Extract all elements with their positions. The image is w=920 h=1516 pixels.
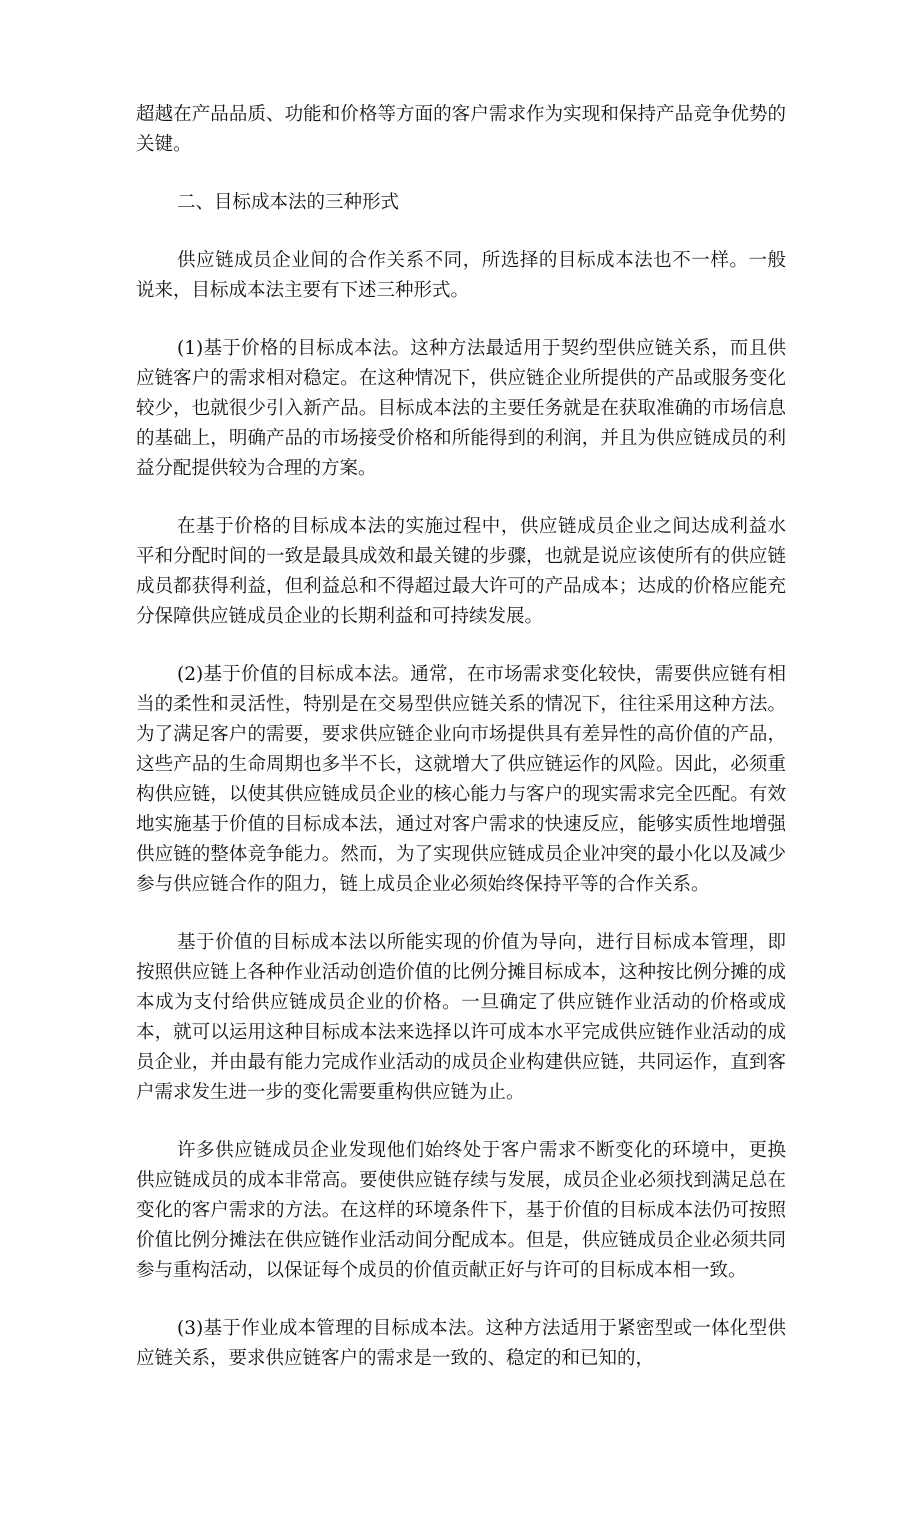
paragraph-intro: 供应链成员企业间的合作关系不同，所选择的目标成本法也不一样。一般说来，目标成本法主要有下述三种形式。 xyxy=(136,250,786,301)
document-page xyxy=(136,100,786,1402)
paragraph-continuation: 超越在产品品质、功能和价格等方面的客户需求作为实现和保持产品竞争优势的关键。 xyxy=(136,104,786,155)
paragraph-changing-demand: 许多供应链成员企业发现他们始终处于客户需求不断变化的环境中，更换供应链成员的成本非常高。要使供应链存续与发展，成员企业必须找到满足总在变化的客户需求的方法。在这样的环境条件下，基于价值的目标成本法仍可按照价值比例分摊法在供应链作业活动间分配成本。但是，供应链成员企业必须共同参与重构活动，以保证每个成员的价值贡献正好与许可的目标成本相一致。 xyxy=(136,1140,786,1281)
paragraph-value-based-allocation: 基于价值的目标成本法以所能实现的价值为导向，进行目标成本管理，即按照供应链上各种作业活动创造价值的比例分摊目标成本，这种按比例分摊的成本成为支付给供应链成员企业的价格。一旦确定了供应链作业活动的价格或成本，就可以运用这种目标成本法来选择以许可成本水平完成供应链作业活动的成员企业，并由最有能力完成作业活动的成员企业构建供应链，共同运作，直到客户需求发生进一步的变化需要重构供应链为止。 xyxy=(136,932,786,1103)
paragraph-activity-based: (3)基于作业成本管理的目标成本法。这种方法适用于紧密型或一体化型供应链关系，要求供应链客户的需求是一致的、稳定的和已知的， xyxy=(136,1318,786,1369)
section-heading: 二、目标成本法的三种形式 xyxy=(177,192,400,213)
paragraph-price-based-implementation: 在基于价格的目标成本法的实施过程中，供应链成员企业之间达成利益水平和分配时间的一致是最具成效和最关键的步骤，也就是说应该使所有的供应链成员都获得利益，但利益总和不得超过最大许可的产品成本；达成的价格应能充分保障供应链成员企业的长期利益和可持续发展。 xyxy=(136,516,786,627)
paragraph-price-based: (1)基于价格的目标成本法。这种方法最适用于契约型供应链关系，而且供应链客户的需求相对稳定。在这种情况下，供应链企业所提供的产品或服务变化较少，也就很少引入新产品。目标成本法的主要任务就是在获取准确的市场信息的基础上，明确产品的市场接受价格和所能得到的利润，并且为供应链成员的利益分配提供较为合理的方案。 xyxy=(136,338,786,479)
paragraph-value-based: (2)基于价值的目标成本法。通常，在市场需求变化较快，需要供应链有相当的柔性和灵活性，特别是在交易型供应链关系的情况下，往往采用这种方法。为了满足客户的需要，要求供应链企业向市场提供具有差异性的高价值的产品，这些产品的生命周期也多半不长，这就增大了供应链运作的风险。因此，必须重构供应链，以使其供应链成员企业的核心能力与客户的现实需求完全匹配。有效地实施基于价值的目标成本法，通过对客户需求的快速反应，能够实质性地增强供应链的整体竞争能力。然而，为了实现供应链成员企业冲突的最小化以及减少参与供应链合作的阻力，链上成员企业必须始终保持平等的合作关系。 xyxy=(136,664,786,895)
